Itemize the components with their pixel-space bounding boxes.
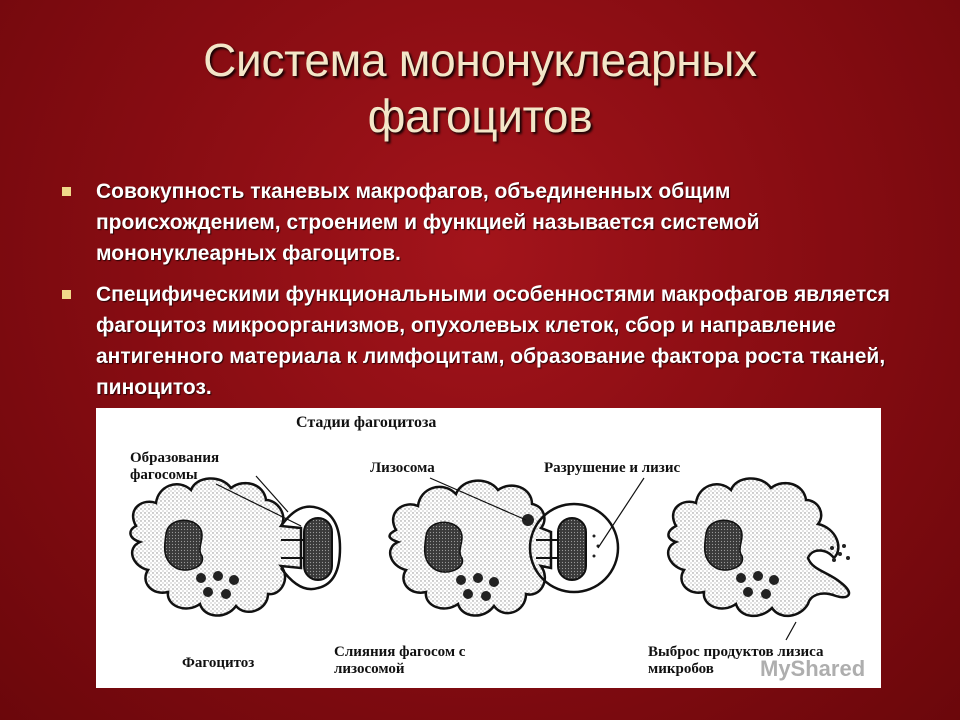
label-release: Выброс продуктов лизиса микробов xyxy=(648,644,824,677)
watermark-logo: MyShared xyxy=(760,656,866,681)
bullet-item xyxy=(60,176,920,269)
label-phagocytosis: Фагоцитоз xyxy=(182,655,255,671)
label-fusion: Слияния фагосом с лизосомой xyxy=(334,644,466,677)
bullet-item xyxy=(60,279,920,403)
label-lysosome: Лизосома xyxy=(370,460,435,476)
bullet-list xyxy=(60,176,920,413)
label-phagosome-formation: Образования фагосомы xyxy=(130,450,220,483)
figure-heading: Стадии фагоцитоза xyxy=(296,414,437,431)
phagocyte-cell-2 xyxy=(390,478,645,616)
square-bullet-icon xyxy=(62,290,71,299)
slide-title-line-2: фагоцитов xyxy=(367,90,593,142)
slide-title-line-1: Система мононуклеарных xyxy=(203,34,757,86)
slide-title xyxy=(0,32,960,144)
phagocyte-cell-3 xyxy=(668,478,850,640)
square-bullet-icon xyxy=(62,187,71,196)
bullet-text: Специфическими функциональными особенностями макрофагов является фагоцитоз микроорганизмов, опухолевых клеток, сбор и направление антигенного материала к лимфоцитам, образование фактора роста тканей, пиноцитоз. xyxy=(96,283,890,399)
phagocytosis-figure xyxy=(96,408,881,688)
phagocyte-cell-1 xyxy=(130,478,340,615)
bullet-text: Совокупность тканевых макрофагов, объединенных общим происхождением, строением и функцией называется системой мононуклеарных фагоцитов. xyxy=(96,180,760,265)
label-destruction-lysis: Разрушение и лизис xyxy=(544,460,681,476)
